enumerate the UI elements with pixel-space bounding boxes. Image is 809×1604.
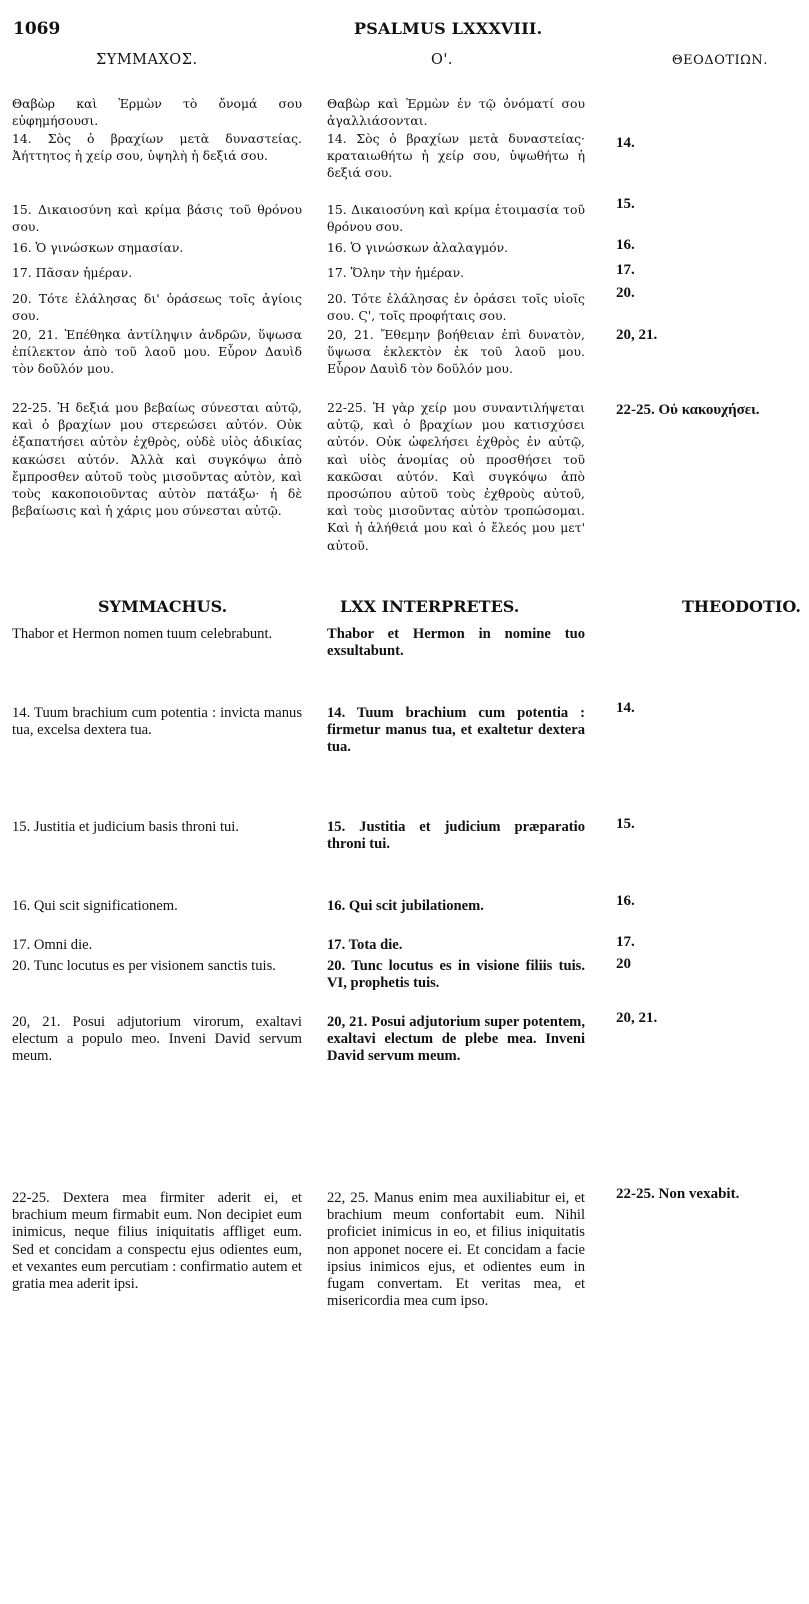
greek-lxx-verse-16: 16. Ὁ γινώσκων ἀλαλαγμόν. — [327, 240, 509, 255]
latin-lxx-verse-17: 17. Tota die. — [327, 937, 403, 953]
latin-symmachus-header: SYMMACHUS. — [98, 597, 228, 616]
greek-theodotion-verse-14: 14. — [616, 135, 635, 151]
latin-lxx-verse-22-25: 22, 25. Manus enim mea auxiliabitur ei, et brachium meum confortabit eum. Nihil proficiet inimicus in eo, et filius iniquitatis non apponet nocere ei. Et concidam a facie ipsius inimicos ejus, et odientes eum in fugam convertam. Et veritas mea, et misericordia mea cum ipso. — [327, 1190, 585, 1310]
greek-symmachus-verse-16: 16. Ὁ γινώσκων σημασίαν. — [12, 240, 184, 255]
greek-symmachus-verse-20: 20. Τότε ἐλάλησας δι' ὁράσεως τοῖς ἁγίοις σου. — [12, 291, 302, 324]
latin-theodotion-verse-22-25: 22-25. Non vexabit. — [616, 1186, 740, 1202]
greek-lxx-verse-17: 17. Ὅλην τὴν ἡμέραν. — [327, 265, 465, 280]
greek-symmachus-verse-14: 14. Σὸς ὁ βραχίων μετὰ δυναστείας. Ἀήττητος ἡ χείρ σου, ὑψηλὴ ἡ δεξιά σου. — [12, 131, 302, 164]
greek-symmachus-header: ΣΥΜΜΑΧΟΣ. — [96, 52, 198, 68]
greek-theodotion-verse-15: 15. — [616, 196, 635, 212]
greek-theodotion-header: ΘΕΟΔΟΤΙΩΝ. — [672, 53, 768, 68]
greek-theodotion-verse-20: 20. — [616, 285, 635, 301]
latin-theodotion-verse-16: 16. — [616, 893, 635, 909]
greek-symmachus-verse-20-21: 20, 21. Ἐπέθηκα ἀντίληψιν ἀνδρῶν, ὕψωσα ἐπίλεκτον ἀπὸ τοῦ λαοῦ μου. Εὗρον Δαυὶδ τὸν δοῦλόν μου. — [12, 327, 302, 377]
latin-symmachus-verse-22-25: 22-25. Dextera mea firmiter aderit ei, et brachium meum firmabit eum. Non decipiet eum inimicus, neque filius iniquitatis affliget eum. Sed et concidam a conspectu ejus odientes eum, et vexantes eum percutiam : confirmatio autem et gratia mea aderit ipsi. — [12, 1190, 302, 1293]
greek-lxx-verse-20-21: 20, 21. Ἔθεμην βοήθειαν ἐπὶ δυνατὸν, ὕψωσα ἐκλεκτὸν ἐκ τοῦ λαοῦ μου. Εὗρον Δαυὶδ τὸν δοῦλόν μου. — [327, 327, 585, 377]
latin-symmachus-verse-20: 20. Tunc locutus es per visionem sanctis tuis. — [12, 958, 276, 974]
greek-lxx-verse-15: 15. Δικαιοσύνη καὶ κρίμα ἑτοιμασία τοῦ θρόνου σου. — [327, 202, 585, 235]
greek-lxx-verse-13: Θαβὼρ καὶ Ἑρμὼν ἐν τῷ ὀνόματί σου ἀγαλλιάσονται. — [327, 96, 585, 129]
latin-lxx-verse-16: 16. Qui scit jubilationem. — [327, 898, 484, 914]
latin-theodotion-verse-15: 15. — [616, 816, 635, 832]
greek-symmachus-verse-13: Θαβὼρ καὶ Ἑρμὼν τὸ ὄνομά σου εὐφημήσουσι. — [12, 96, 302, 129]
latin-theodotion-header: THEODOTIO. — [682, 597, 801, 616]
latin-symmachus-verse-14: 14. Tuum brachium cum potentia : invicta manus tua, excelsa dextera tua. — [12, 705, 302, 739]
latin-symmachus-verse-16: 16. Qui scit significationem. — [12, 898, 178, 914]
latin-lxx-verse-20-21: 20, 21. Posui adjutorium super potentem, exaltavi electum de plebe mea. Inveni David servum meum. — [327, 1014, 585, 1065]
latin-symmachus-verse-17: 17. Omni die. — [12, 937, 93, 953]
latin-lxx-verse-20: 20. Tunc locutus es in visione filiis tuis. VI, prophetis tuis. — [327, 958, 585, 992]
greek-theodotion-verse-17: 17. — [616, 262, 635, 278]
latin-lxx-verse-13: Thabor et Hermon in nomine tuo exsultabunt. — [327, 626, 585, 660]
greek-theodotion-verse-20-21: 20, 21. — [616, 327, 658, 343]
latin-theodotion-verse-20-21: 20, 21. — [616, 1010, 658, 1026]
greek-theodotion-verse-16: 16. — [616, 237, 635, 253]
latin-theodotion-verse-17: 17. — [616, 934, 635, 950]
page-number: 1069 — [13, 19, 61, 39]
latin-theodotion-verse-20: 20 — [616, 956, 631, 972]
latin-symmachus-verse-13: Thabor et Hermon nomen tuum celebrabunt. — [12, 626, 273, 642]
latin-theodotion-verse-14: 14. — [616, 700, 635, 716]
latin-lxx-verse-15: 15. Justitia et judicium præparatio throni tui. — [327, 819, 585, 853]
latin-symmachus-verse-20-21: 20, 21. Posui adjutorium virorum, exaltavi electum a populo meo. Inveni David servum meum. — [12, 1014, 302, 1065]
greek-symmachus-verse-22-25: 22-25. Ἡ δεξιά μου βεβαίως σύνεσται αὐτῷ, καὶ ὁ βραχίων μου στερεώσει αὐτόν. Οὐκ ἐξαπατήσει αὐτὸν ἐχθρὸς, οὐδὲ υἱὸς ἀδικίας κακώσει αὐτόν. Ἀλλὰ καὶ συγκόψω ἀπὸ ἔμπροσθεν αὐτοῦ τοὺς μισοῦντας αὐτὸν, καὶ τοὺς κακοποιοῦντας αὐτὸν πατάξω· ἡ δὲ βεβαίωσις καὶ ἡ χάρις μου σύνεσται αὐτῷ. — [12, 400, 302, 519]
latin-lxx-header: LXX INTERPRETES. — [340, 597, 520, 616]
greek-lxx-verse-22-25: 22-25. Ἡ γὰρ χείρ μου συναντιλήψεται αὐτῷ, καὶ ὁ βραχίων μου κατισχύσει αὐτόν. Οὐκ ὠφελήσει ἐχθρὸς ἐν αὐτῷ, καὶ υἱὸς ἀνομίας οὐ προσθήσει τοῦ κακῶσαι αὐτόν. Καὶ συγκόψω ἀπὸ προσώπου αὐτοῦ τοὺς ἐχθροὺς αὐτοῦ, καὶ τοὺς μισοῦντας αὐτὸν τροπώσομαι. Καὶ ἡ ἀλήθειά μου καὶ ὁ ἔλεός μου μετ' αὐτοῦ. — [327, 400, 585, 553]
greek-lxx-header: Ο'. — [431, 52, 453, 68]
greek-lxx-verse-14: 14. Σὸς ὁ βραχίων μετὰ δυναστείας· κραταιωθήτω ἡ χείρ σου, ὑψωθήτω ἡ δεξιά σου. — [327, 131, 585, 181]
greek-symmachus-verse-15: 15. Δικαιοσύνη καὶ κρίμα βάσις τοῦ θρόνου σου. — [12, 202, 302, 235]
latin-symmachus-verse-15: 15. Justitia et judicium basis throni tui. — [12, 819, 240, 835]
running-title: PSALMUS LXXXVIII. — [354, 19, 543, 38]
greek-symmachus-verse-17: 17. Πᾶσαν ἡμέραν. — [12, 265, 133, 280]
latin-lxx-verse-14: 14. Tuum brachium cum potentia : firmetur manus tua, et exaltetur dextera tua. — [327, 705, 585, 756]
greek-lxx-verse-20: 20. Τότε ἐλάλησας ἐν ὁράσει τοῖς υἱοῖς σου. Ϛ', τοῖς προφήταις σου. — [327, 291, 585, 324]
greek-theodotion-verse-22-25: 22-25. Οὐ κακουχήσει. — [616, 402, 760, 418]
